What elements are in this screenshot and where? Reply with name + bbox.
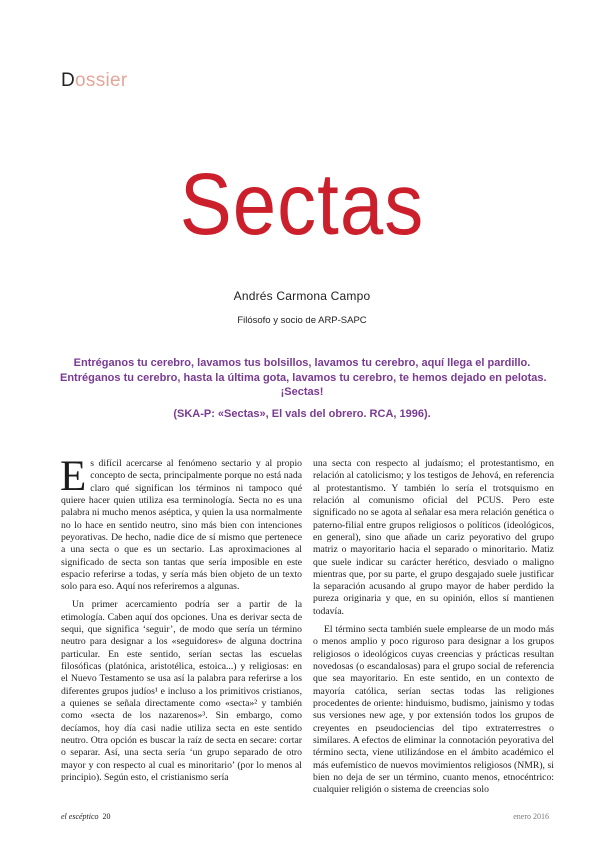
author-name: Andrés Carmona Campo bbox=[233, 289, 371, 303]
epigraph-line: Entréganos tu cerebro, lavamos tus bolsillos, lavamos tu cerebro, aquí llega el pardillo. bbox=[73, 357, 531, 369]
epigraph bbox=[60, 356, 547, 421]
body-paragraph: una secta con respecto al judaísmo; el protestantismo, en relación al catolicismo; y los testigos de Jehová, en referencia al protestantismo. Y también lo sería el trotsquismo en relación al comunismo oficial del PCUS. Pero este significado no se agota al señalar esa mera relación genética o paterno-filial entre grupos religiosos o políticos (ideológicos, en general), sino que añade un cariz peyorativo del grupo matriz o mayoritario hacia el separado o minoritario. Matiz que suele indicar su carácter herético, desviado o maligno mientras que, por su parte, el grupo desgajado suele justificar la separación acusando al grupo mayor de haber perdido la pureza originaria y que, en su opinión, ellos sí mantienen todavía. bbox=[313, 458, 554, 617]
footer-issue-date: enero 2016 bbox=[513, 812, 549, 821]
page-number: 20 bbox=[102, 812, 111, 821]
epigraph-line: Entréganos tu cerebro, hasta la última gota, lavamos tu cerebro, te hemos dejado en pelotas. bbox=[60, 371, 547, 384]
author-affiliation: Filósofo y socio de ARP-SAPC bbox=[237, 315, 367, 326]
section-label-initial: D bbox=[61, 70, 76, 91]
drop-cap: E bbox=[60, 453, 87, 500]
body-paragraph: s difícil acercarse al fenómeno sectario y al propio concepto de secta, principalmente porque no está nada claro qué significan los términos ni tampoco qué quiere hacer quien utiliza esa terminología. Secta no es una palabra ni mucho menos aséptica, y quien la usa normalmente no lo hace en sentido neutro, sino más bien con intenciones peyorativas. De hecho, nadie dice de sí mismo que pertenece a una secta o que es un sectario. Las aproximaciones al significado de secta son tantas que sería imposible en este espacio referirse a todas, y sería más bien objeto de un texto solo para eso. Aquí nos referiremos a algunas. bbox=[61, 458, 302, 593]
epigraph-source: (SKA-P: «Sectas», El vals del obrero. RCA, 1996). bbox=[173, 407, 431, 420]
magazine-name: el escéptico bbox=[61, 812, 99, 821]
body-column-right bbox=[313, 458, 554, 796]
body-column-left bbox=[60, 453, 302, 784]
section-label-rest: ossier bbox=[75, 70, 128, 91]
section-label bbox=[61, 70, 128, 92]
body-paragraph: El término secta también suele emplearse de un modo más o menos amplio y poco riguroso para designar a los grupos religiosos o ideológicos cuyas creencias y prácticas resultan novedosas (o escandalosas) para el grupo social de referencia que sea mayoritario. En este sentido, en un contexto de mayoría católica, serían sectas todas las religiones procedentes de oriente: hinduismo, budismo, jainismo y todas sus versiones new age, y por extensión todos los grupos de creyentes en pseudociencias del tipo extraterrestres o similares. A efectos de eliminar la connotación peyorativa del término secta, viene utilizándose en el ámbito académico el más eufemístico de nuevos movimientos religiosos (NMR), si bien no deja de ser un término, cuanto menos, etnocéntrico: cualquier religión o sistema de creencias solo bbox=[313, 624, 554, 796]
article-title: Sectas bbox=[179, 154, 425, 253]
body-paragraph: Un primer acercamiento podría ser a partir de la etimología. Caben aquí dos opciones. Una es derivar secta de sequi, que significa ‘seguir’, de modo que sería un término neutro para designar a los «seguidores» de alguna doctrina particular. En este sentido, serían sectas las escuelas filosóficas (platónica, aristotélica, estoica...) y religiosas: en el Nuevo Testamento se usa así la palabra para referirse a los diferentes grupos judíos¹ e incluso a los primitivos cristianos, a quienes se señala directamente como «secta»² y también como «secta de los nazarenos»³. Sin embargo, como decíamos, hoy día casi nadie utiliza secta en este sentido neutro. Otra opción es buscar la raíz de secta en secare: cortar o separar. Así, una secta sería ‘un grupo separado de otro mayor y con respecto al cual es minoritario’ (por lo menos al principio). Según esto, el cristianismo sería bbox=[61, 599, 302, 783]
epigraph-line: ¡Sectas! bbox=[280, 386, 324, 398]
footer-magazine bbox=[61, 812, 111, 821]
